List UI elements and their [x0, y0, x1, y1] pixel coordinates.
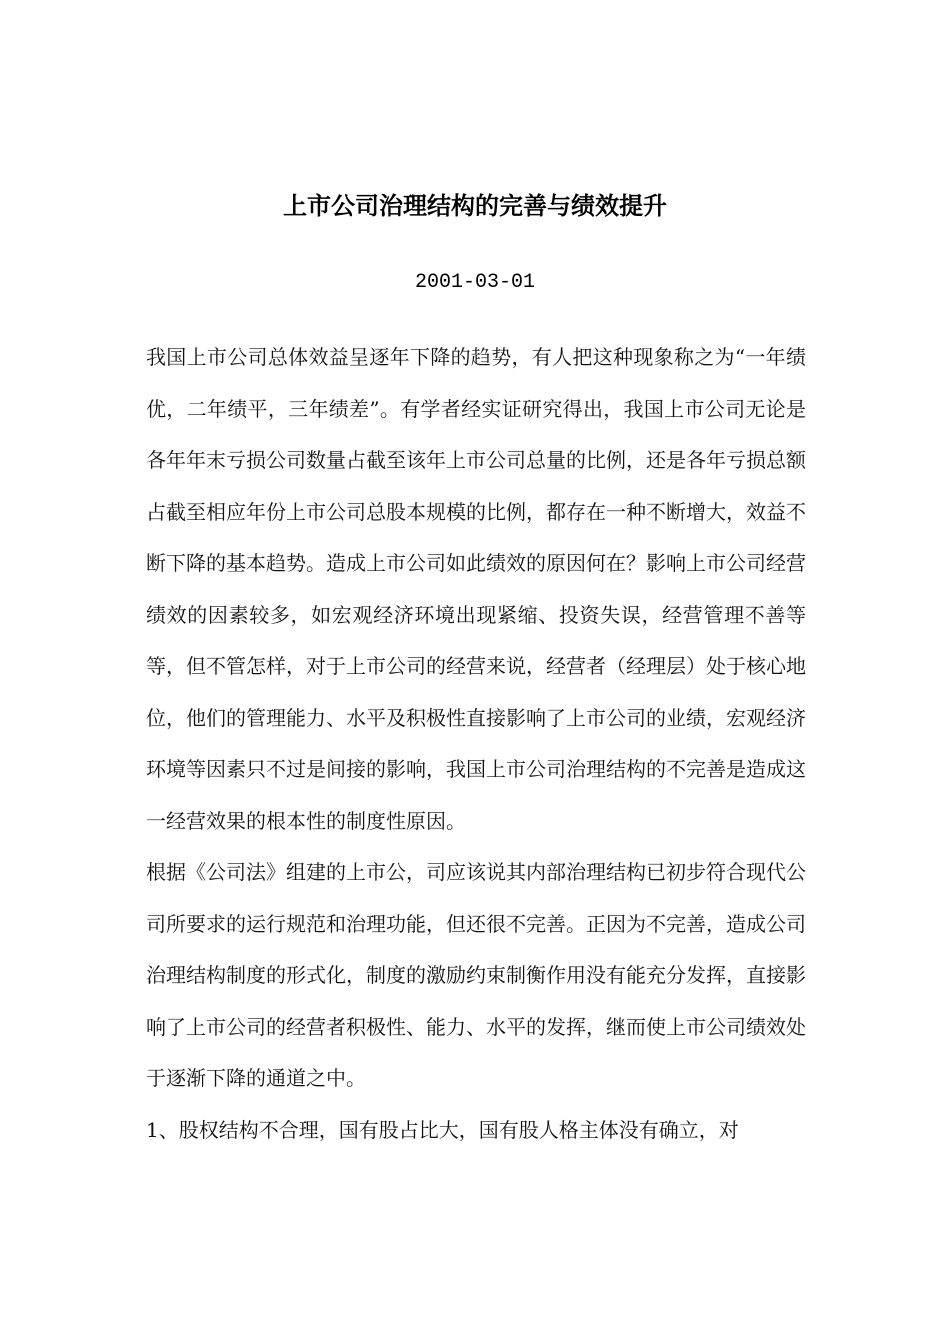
paragraph: 1、股权结构不合理，国有股占比大，国有股人格主体没有确立，对	[146, 1117, 739, 1142]
document-date: 2001-03-01	[414, 271, 536, 294]
paragraph: 根据《公司法》组建的上市公，司应该说其内部治理结构已初步符合现代公司所要求的运行规范和治理功能，但还很不完善。正因为不完善，造成公司治理结构制度的形式化，制度的激励约束制衡作用没有能充分发挥，直接影响了上市公司的经营者积极性、能力、水平的发挥，继而使上市公司绩效处于逐渐下降的通道之中。	[146, 860, 806, 1090]
paragraph: 我国上市公司总体效益呈逐年下降的趋势，有人把这种现象称之为“一年绩优，二年绩平，三年绩差”。有学者经实证研究得出，我国上市公司无论是各年年末亏损公司数量占截至该年上市公司总量的比例，还是各年亏损总额占截至相应年份上市公司总股本规模的比例，都存在一种不断增大，效益不断下降的基本趋势。造成上市公司如此绩效的原因何在？影响上市公司经营绩效的因素较多，如宏观经济环境出现紧缩、投资失误，经营管理不善等等，但不管怎样，对于上市公司的经营来说，经营者（经理层）处于核心地位，他们的管理能力、水平及积极性直接影响了上市公司的业绩，宏观经济环境等因素只不过是间接的影响，我国上市公司治理结构的不完善是造成这一经营效果的根本性的制度性原因。	[146, 345, 806, 833]
document-body	[146, 332, 806, 1156]
document-title: 上市公司治理结构的完善与绩效提升	[283, 192, 667, 220]
